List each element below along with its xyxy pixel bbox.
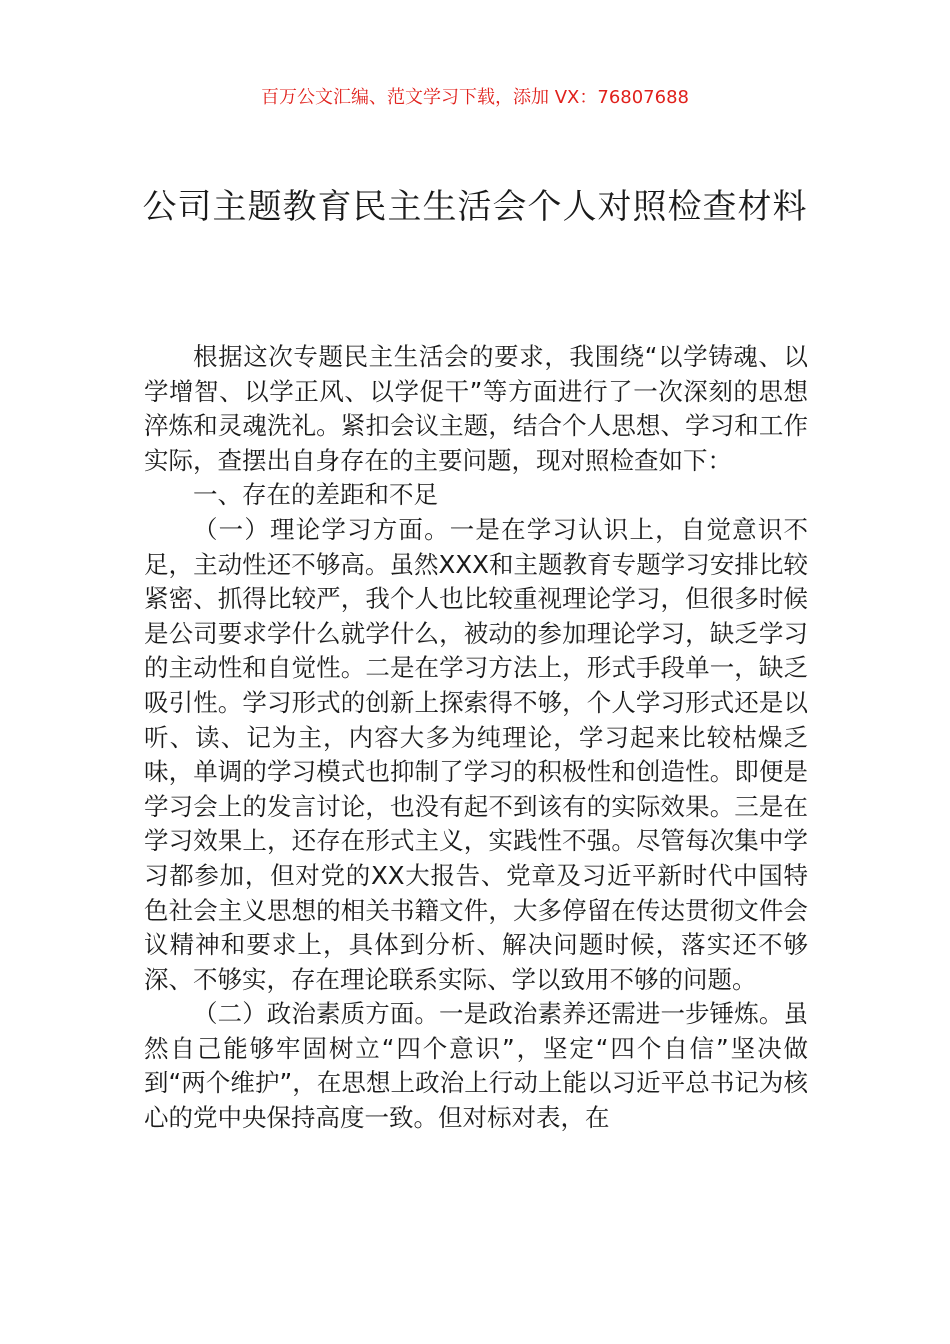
paragraph-theory-study: （一）理论学习方面。一是在学习认识上，自觉意识不足，主动性还不够高。虽然XXX和主题教育专题学习安排比较紧密、抓得比较严，我个人也比较重视理论学习，但很多时候是公司要求学什么就学什么，被动的参加理论学习，缺乏学习的主动性和自觉性。二是在学习方法上，形式手段单一，缺乏吸引性。学习形式的创新上探索得不够，个人学习形式还是以听、读、记为主，内容大多为纯理论，学习起来比较枯燥乏味，单调的学习模式也抑制了学习的积极性和创造性。即便是学习会上的发言讨论，也没有起不到该有的实际效果。三是在学习效果上，还存在形式主义，实践性不强。尽管每次集中学习都参加，但对党的XX大报告、党章及习近平新时代中国特色社会主义思想的相关书籍文件，大多停留在传达贯彻文件会议精神和要求上，具体到分析、解决问题时候，落实还不够深、不够实，存在理论联系实际、学以致用不够的问题。	[144, 514, 808, 994]
document-body	[144, 340, 808, 1136]
watermark-banner: 百万公文汇编、范文学习下载，添加 VX：76807688	[261, 87, 689, 108]
document-title: 公司主题教育民主生活会个人对照检查材料	[142, 187, 808, 227]
paragraph-intro: 根据这次专题民主生活会的要求，我围绕“以学铸魂、以学增智、以学正风、以学促干”等方面进行了一次深刻的思想淬炼和灵魂洗礼。紧扣会议主题，结合个人思想、学习和工作实际，查摆出自身存在的主要问题，现对照检查如下：	[144, 342, 808, 475]
section-heading: 一、存在的差距和不足	[193, 480, 438, 510]
paragraph-political-quality: （二）政治素质方面。一是政治素养还需进一步锤炼。虽然自己能够牢固树立“四个意识”，坚定“四个自信”坚决做到“两个维护”，在思想上政治上行动上能以习近平总书记为核心的党中央保持高度一致。但对标对表，在	[144, 999, 808, 1133]
